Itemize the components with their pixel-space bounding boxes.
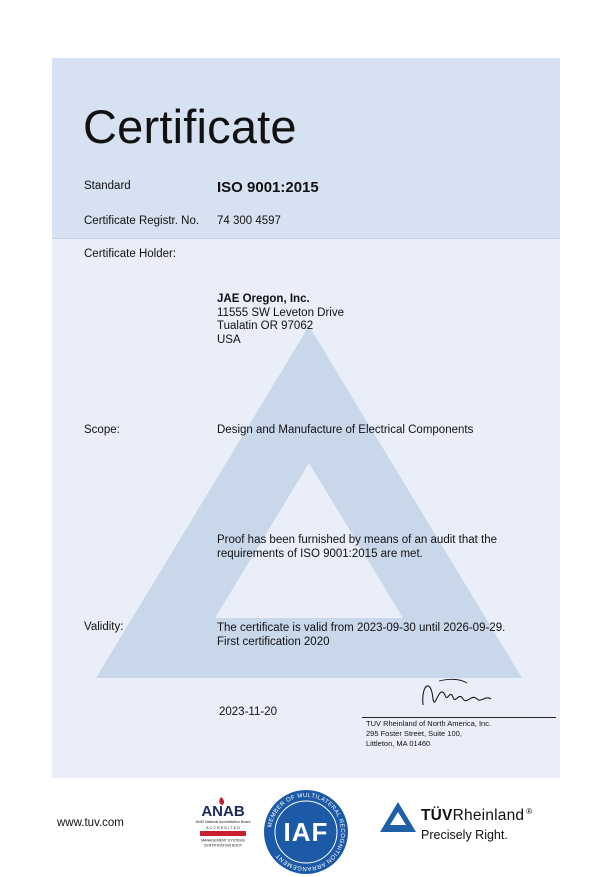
website-link[interactable]: www.tuv.com bbox=[57, 817, 124, 829]
iaf-word: IAF bbox=[283, 817, 329, 847]
registration-value: 74 300 4597 bbox=[217, 215, 281, 227]
certificate-sheet bbox=[52, 58, 560, 778]
issue-date: 2023-11-20 bbox=[219, 706, 277, 718]
anab-line1: ANSI National Accreditation Board bbox=[195, 820, 251, 824]
validity-text bbox=[217, 621, 547, 649]
holder-city: Tualatin OR 97062 bbox=[217, 320, 314, 332]
anab-logo-icon bbox=[188, 795, 258, 851]
signature bbox=[417, 675, 497, 719]
holder-label: Certificate Holder: bbox=[84, 248, 177, 260]
iaf-arc-text: MEMBER OF MULTILATERAL RECOGNITION ARRANGEMENT bbox=[267, 792, 346, 872]
issuer-street: 295 Foster Street, Suite 100, bbox=[366, 729, 462, 738]
signature-line bbox=[362, 717, 556, 718]
tuv-wordmark bbox=[421, 807, 532, 825]
tuv-reg-mark: ® bbox=[526, 807, 533, 816]
anab-line3: MANAGEMENT SYSTEMS bbox=[201, 838, 245, 843]
issuer-city: Littleton, MA 01460 bbox=[366, 739, 431, 748]
standard-value: ISO 9001:2015 bbox=[217, 179, 319, 196]
tuv-triangle-logo-icon bbox=[378, 800, 418, 834]
scope-value: Design and Manufacture of Electrical Components bbox=[217, 424, 474, 436]
proof-statement: Proof has been furnished by means of an audit that the requirements of ISO 9001:2015 are met. bbox=[217, 534, 498, 560]
holder-country: USA bbox=[217, 333, 241, 346]
triangle-watermark-icon bbox=[52, 58, 560, 778]
scope-label: Scope: bbox=[84, 424, 120, 436]
issuer-name: TUV Rheinland of North America, Inc. bbox=[366, 719, 492, 728]
holder-street: 11555 SW Leveton Drive bbox=[217, 306, 344, 319]
registration-label: Certificate Registr. No. bbox=[84, 215, 200, 227]
tuv-brand-rest: Rheinland bbox=[452, 807, 525, 824]
first-certification: First certification 2020 bbox=[217, 636, 330, 648]
validity-period: The certificate is valid from 2023-09-30 until 2026-09-29. bbox=[217, 622, 506, 634]
issuer-address bbox=[366, 719, 491, 749]
holder-name: JAE Oregon, Inc. bbox=[217, 293, 310, 305]
tuv-brand-bold: TÜV bbox=[421, 807, 453, 824]
standard-label: Standard bbox=[84, 180, 131, 192]
tuv-slogan: Precisely Right. bbox=[421, 828, 508, 842]
iaf-logo-icon bbox=[262, 788, 350, 876]
holder-address bbox=[217, 293, 344, 347]
anab-word: ANAB bbox=[201, 803, 245, 820]
certificate-title: Certificate bbox=[83, 100, 297, 153]
anab-line4: CERTIFICATION BODY bbox=[203, 843, 243, 848]
validity-label: Validity: bbox=[84, 621, 124, 633]
anab-line2: A C C R E D I T E D bbox=[206, 826, 240, 830]
